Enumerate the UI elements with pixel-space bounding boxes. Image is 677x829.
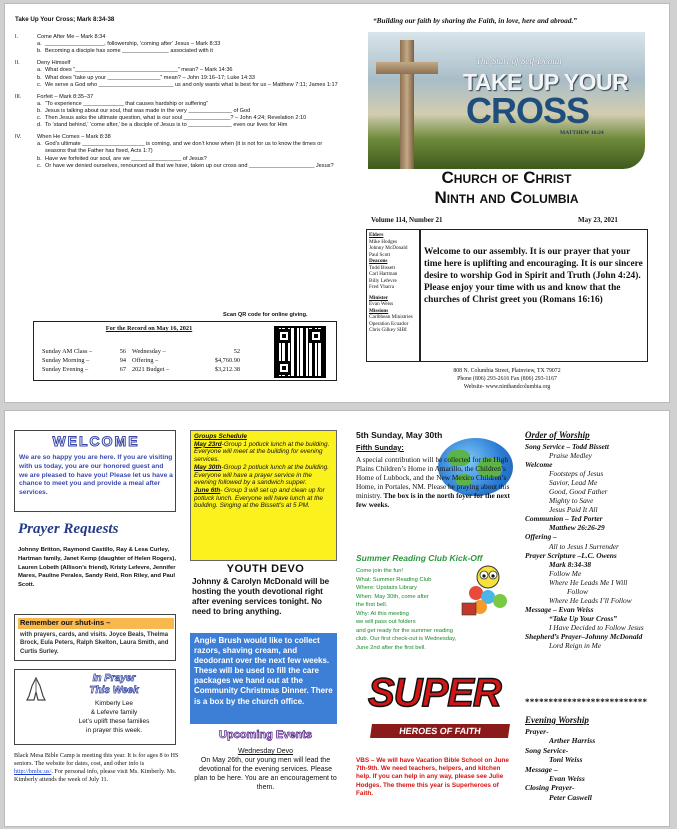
outline-item-letter: a. bbox=[37, 141, 42, 148]
church-motto: “Building our faith by sharing the Faith, in love, here and abroad.” bbox=[373, 16, 577, 25]
outline-item bbox=[15, 41, 340, 48]
summer-reading-line: What: Summer Reading Club bbox=[356, 576, 432, 583]
record-cell: Sunday AM Class – bbox=[42, 348, 93, 355]
bible-camp-text1: Black Mesa Bible Camp is meeting this year. It is for ages 8 to HS seniors. The website for dates, cost, and other info is bbox=[14, 752, 179, 767]
outline-section-number: II. bbox=[15, 60, 20, 67]
address-line: 808 N. Columbia Street, Plainview, TX 79072 bbox=[453, 368, 561, 374]
group2-entry bbox=[194, 464, 333, 487]
outline-section bbox=[15, 94, 340, 101]
church-name-line2: Ninth and Columbia bbox=[434, 188, 579, 207]
vbs-image-title: SUPER bbox=[368, 671, 501, 715]
worship-item: Welcome bbox=[525, 460, 553, 470]
upcoming-events-title: Upcoming Events bbox=[219, 729, 312, 741]
outline-section bbox=[15, 60, 340, 67]
elders-name: Paul Scott bbox=[369, 251, 391, 258]
summer-reading-line: club. Our first check-out is Wednesday, bbox=[356, 636, 457, 642]
in-prayer-line2: & Lefevre family bbox=[90, 709, 138, 716]
outline-item-letter: b. bbox=[37, 155, 42, 162]
deacons-name: Todd Bissett bbox=[369, 264, 396, 271]
outline-item bbox=[15, 108, 340, 115]
outline-item bbox=[15, 141, 340, 155]
record-cell: Wednesday – bbox=[132, 348, 166, 355]
worship-item: Evan Weiss bbox=[549, 774, 585, 784]
elders-heading: Elders bbox=[369, 232, 384, 238]
welcome-message: Welcome to our assembly. It is our prayer that your time here is uplifting and encouraging. It is our sincere desire to worship God in Spirit and Truth (John 4:24). Please enjoy your time with us and know that the churches of Christ greet you (Romans 16:16) bbox=[420, 229, 648, 362]
outline-item-letter: c. bbox=[37, 81, 42, 88]
worship-item: Savior, Lead Me bbox=[549, 478, 598, 488]
wednesday-devo-title: Wednesday Devo bbox=[237, 748, 294, 755]
welcome-title: WELCOME bbox=[52, 433, 140, 449]
outline-item-text: Have we forfeited our soul, are we ________________ of Jesus? bbox=[45, 155, 207, 162]
staff-list bbox=[366, 229, 420, 362]
group3-entry bbox=[194, 487, 333, 510]
volume-number: Volume 114, Number 21 bbox=[371, 216, 443, 224]
worship-item: Prayer- bbox=[525, 727, 549, 736]
banner-line1: TAKE UP YOUR bbox=[463, 69, 629, 95]
worship-item: Mark 8:34-38 bbox=[549, 559, 592, 569]
evening-worship-list bbox=[525, 727, 670, 802]
outline-item-text: Becoming a disciple has some _______________ associated with it bbox=[45, 48, 213, 55]
fifth-sunday-body: A special contribution will be collected for the High Plains Children’s Home in Amarillo, the Children’s Home of Lubbock, and the New Mexico Children’s Home, in Portales, NM. Please be praying about this ministry. bbox=[356, 455, 510, 500]
group1-date: May 23rd bbox=[194, 440, 222, 448]
record-cell: Sunday Evening – bbox=[42, 366, 89, 373]
outline-item-text: Jesus is talking about our soul, that was made in the very ______________ of God bbox=[45, 107, 251, 114]
in-prayer-line1: Kimberly Lee bbox=[95, 700, 133, 707]
outline-item-text: We serve a God who ________________________ us and only wants what is best for us – Matthew 7:11; James 1:17 bbox=[45, 81, 338, 88]
outline-section-number: IV. bbox=[15, 134, 22, 141]
groups-schedule-box bbox=[190, 430, 337, 561]
worship-item: Matthew 26:26-29 bbox=[549, 523, 605, 533]
shut-ins-box bbox=[14, 614, 176, 661]
bulletin-date: May 23, 2021 bbox=[578, 216, 618, 224]
prayer-requests-text: Johnny Britton, Raymond Castillo, Ray & Lesa Curley, Hartman family, Janet Kemp (daughter of Helen Rogers), Lauren Lobeth (Allison’s friend), Kristy Lefevre, Jennifer Mares, Pauline Perales, Sandy Reid, Ron Riley, and Paul Scott. bbox=[18, 547, 176, 589]
youth-devo-text: Johnny & Carolyn McDonald will be hosting the youth devotional right after evening services tonight. No need to bring anything. bbox=[192, 577, 330, 616]
outline-item-text: Then Jesus asks the ultimate question, what is our soul _______________? – John 4:24; Revelation 2:10 bbox=[45, 115, 307, 122]
care-package-notice: Angie Brush would like to collect razors, shaving cream, and deodorant over the next few weeks. These will be used to fill the care packages we hand out at the Community Christmas Dinner. There is a box by the church office. bbox=[190, 633, 337, 724]
outline-item-letter: a. bbox=[37, 41, 42, 48]
summer-reading-line: and get ready for the summer reading bbox=[356, 627, 453, 634]
worship-item: Prayer Scripture –L.C. Owens bbox=[525, 550, 617, 560]
website-line[interactable]: Website- www.ninthandcolumbia.org bbox=[463, 384, 551, 390]
outline-item-letter: a. bbox=[37, 100, 42, 107]
worship-item: Follow bbox=[567, 586, 588, 596]
wednesday-devo bbox=[192, 747, 339, 792]
worship-item: Lord Reign in Me bbox=[549, 641, 602, 651]
outline-item-text: Or have we denied ourselves, renounced all that we have, taken up our cross and _____________________ Jesus? bbox=[45, 162, 334, 169]
worship-item: Message – Evan Weiss bbox=[525, 604, 594, 614]
elders-list bbox=[369, 239, 417, 259]
missions-name: Caribbean Ministries bbox=[369, 314, 413, 320]
in-prayer-title-line2: This Week bbox=[89, 685, 139, 696]
worship-item: Song Service- bbox=[525, 745, 569, 755]
shut-ins-text: with prayers, cards, and visits. Joyce Beals, Thelma Brock, Eula Peters, Ralph Skelton, Laura Smith, and Curtis Surley. bbox=[20, 632, 169, 655]
bookworm-icon bbox=[458, 563, 512, 619]
worship-item: I Have Decided to Follow Jesus bbox=[549, 622, 644, 632]
summer-reading-line: When: May 30th, come after bbox=[356, 593, 429, 600]
prayer-requests-title: Prayer Requests bbox=[18, 521, 119, 537]
worship-item: Communion – Ted Porter bbox=[525, 514, 603, 524]
outline-item-letter: c. bbox=[37, 162, 42, 169]
group2-text: -Group 2 potluck lunch at the building. Everyone will have a prayer service in the evening followed by a sandwich supper. bbox=[194, 463, 330, 487]
summer-reading-line: Why: At this meeting bbox=[356, 610, 409, 617]
outline-section-number: III. bbox=[15, 93, 22, 100]
attendance-record-box bbox=[33, 321, 337, 381]
worship-item: Mighty to Save bbox=[549, 496, 594, 506]
elders-name: Johnny McDonald bbox=[369, 245, 408, 251]
worship-item: Good, Good Father bbox=[549, 487, 608, 497]
cross-crossbar bbox=[376, 62, 438, 74]
in-prayer-box bbox=[14, 669, 176, 745]
worship-item: Where He Leads I’ll Follow bbox=[549, 595, 632, 605]
record-cell: 56 bbox=[119, 348, 126, 355]
worship-item: All to Jesus I Surrender bbox=[549, 541, 619, 551]
outline-section-text: Come After Me – Mark 8:34 bbox=[37, 34, 106, 41]
outline-item-text: God’s ultimate ____________________ is coming, and we don’t know when (it is not for us to know the times or seasons that the Father has fixed, Acts 1:7) bbox=[45, 141, 323, 155]
outline-item-letter: a. bbox=[37, 67, 42, 74]
church-address bbox=[366, 367, 648, 391]
worship-item: Toni Weiss bbox=[549, 755, 583, 765]
stars-divider: ************************** bbox=[525, 697, 648, 707]
worship-item: Follow Me bbox=[549, 568, 582, 578]
sermon-outline-title: Take Up Your Cross; Mark 8:34-38 bbox=[15, 16, 115, 23]
order-of-worship-title: Order of Worship bbox=[525, 430, 590, 440]
worship-item: Song Service – Todd Bissett bbox=[525, 442, 609, 451]
record-row bbox=[42, 348, 262, 357]
outline-item bbox=[15, 82, 340, 89]
banner-subtitle: The Start of Self-Denial bbox=[476, 56, 562, 66]
outline-section bbox=[15, 134, 340, 141]
church-name bbox=[368, 168, 645, 208]
record-cell: Offering – bbox=[132, 357, 159, 364]
outline-item bbox=[15, 48, 340, 55]
order-of-worship-list bbox=[525, 442, 670, 650]
summer-reading-line: June 2nd after the first bell. bbox=[356, 644, 426, 651]
deacons-list bbox=[369, 265, 417, 291]
welcome-text: We are so happy you are here. If you are visiting with us today, you are our honored guest and we are pleased to have you! Please let us have a chance to meet you and provide a meal after services. bbox=[19, 454, 173, 497]
summer-reading-line: Come join the fun! bbox=[356, 568, 404, 574]
worship-item: Praise Medley bbox=[549, 451, 592, 461]
bible-camp-notice bbox=[14, 752, 180, 784]
record-cell: 2021 Budget – bbox=[132, 366, 170, 373]
fifth-sunday-subtitle: Fifth Sunday: bbox=[356, 443, 404, 452]
summer-reading-line: Where: Upstairs Library bbox=[356, 585, 417, 591]
outline-item bbox=[15, 122, 340, 129]
outline-section bbox=[15, 34, 340, 41]
vbs-image-subtitle: HEROES OF FAITH bbox=[370, 724, 510, 738]
deacons-name: Billy Lefevre bbox=[369, 277, 397, 284]
missions-list bbox=[369, 314, 417, 334]
record-cell: 52 bbox=[233, 348, 240, 355]
outline-item-letter: d. bbox=[37, 122, 42, 129]
outline-item bbox=[15, 163, 340, 170]
group3-date: June 6th bbox=[194, 486, 221, 494]
worship-item: Offering – bbox=[525, 532, 557, 542]
giving-qr-code-icon[interactable] bbox=[274, 326, 326, 378]
outline-item-text: What does “take up your _________________” mean? – John 19:16–17; Luke 14:33 bbox=[45, 74, 255, 81]
vbs-superheroes-image bbox=[356, 666, 513, 754]
elders-name: Mike Hodges bbox=[369, 238, 398, 245]
worship-item: Where He Leads Me I Will bbox=[549, 577, 628, 587]
outline-section-number: I. bbox=[15, 34, 19, 41]
outline-item-letter: b. bbox=[37, 107, 42, 114]
missions-name: Chris Gilkey SIBI bbox=[369, 327, 407, 333]
worship-item: “Take Up Your Cross” bbox=[549, 613, 617, 623]
record-row bbox=[42, 357, 262, 366]
cross-icon bbox=[400, 40, 414, 169]
deacons-heading: Deacons bbox=[369, 258, 388, 264]
bible-camp-link[interactable]: http://bmbc.us/ bbox=[14, 768, 52, 775]
praying-hands-icon bbox=[21, 676, 51, 700]
church-name-line1: Church of Christ bbox=[441, 168, 572, 187]
group1-entry bbox=[194, 441, 333, 464]
deacons-name: Carl Hartman bbox=[369, 271, 398, 277]
wednesday-devo-text: On May 26th, our young men will lead the devotional for the evening services. Please plan to be here. You are an encouragement to them. bbox=[194, 757, 337, 791]
in-prayer-text bbox=[55, 699, 173, 735]
summer-reading-title: Summer Reading Club Kick-Off bbox=[356, 553, 483, 563]
outline-item bbox=[15, 156, 340, 163]
take-up-your-cross-banner bbox=[368, 32, 645, 169]
minister-heading: Minister bbox=[369, 294, 389, 301]
shut-ins-title: Remember our shut-ins – bbox=[18, 618, 174, 629]
fifth-sunday-text bbox=[356, 455, 516, 509]
bulletin-front-page bbox=[4, 3, 670, 403]
group2-date: May 30th bbox=[194, 463, 222, 471]
outline-item-letter: b. bbox=[37, 74, 42, 81]
deacons-name: Fred Ybarra bbox=[369, 284, 395, 290]
outline-item bbox=[15, 67, 340, 74]
worship-item: Message – bbox=[525, 764, 558, 774]
in-prayer-line3: Let’s uplift these families bbox=[78, 718, 150, 725]
outline-item-text: What does “_________________________________” mean? – Mark 14:36 bbox=[45, 67, 233, 74]
group3-text: - Group 3 will set up and clean up for potluck lunch. Everyone will have lunch at the building. Singing at the Bissett’s at 5 PM. bbox=[194, 486, 325, 510]
phone-line: Phone (806) 293-2616 Fax (806) 293-1167 bbox=[457, 376, 557, 382]
missions-name: Operation Ecuador bbox=[369, 320, 409, 327]
outline-item-letter: c. bbox=[37, 115, 42, 122]
welcome-box bbox=[14, 430, 176, 512]
record-cell: Sunday Morning – bbox=[42, 357, 90, 364]
outline-item bbox=[15, 101, 340, 108]
worship-item: Footsteps of Jesus bbox=[549, 469, 604, 479]
group1-text: -Group 1 potluck lunch at the building. Everyone will meet at the building for evening services. bbox=[194, 440, 330, 464]
outline-section-text: When He Comes – Mark 8:38 bbox=[37, 134, 111, 141]
outline-section-text: Forfeit – Mark 8:35–37 bbox=[37, 93, 94, 100]
worship-item: Jesus Paid It All bbox=[549, 505, 598, 515]
qr-caption: Scan QR code for online giving. bbox=[223, 312, 308, 318]
worship-item: Arther Harriss bbox=[549, 736, 596, 746]
fifth-sunday-box-note: The box is in the north foyer for the next few weeks. bbox=[356, 491, 510, 509]
banner-reference: MATTHEW 16:24 bbox=[560, 130, 604, 136]
bible-camp-text2: . For personal info, please visit Ms. Kimberly. Ms. Kimberly attends the week of July 11. bbox=[14, 768, 177, 783]
record-title: For the Record on May 16, 2021 bbox=[105, 325, 193, 332]
outline-item-text: “To experience _____________ that causes hardship or suffering” bbox=[45, 100, 209, 107]
outline-section-text: Deny Himself bbox=[37, 60, 71, 67]
outline-item-text: ___________________, followership, ‘coming after’ Jesus – Mark 8:33 bbox=[45, 41, 221, 48]
outline-item-text: To ‘stand behind,’ ‘come after,’ be a disciple of Jesus is to ______________ even our lives for Him bbox=[45, 122, 288, 129]
missions-heading: Missions bbox=[369, 307, 389, 314]
outline-item bbox=[15, 115, 340, 122]
outline-item bbox=[15, 75, 340, 82]
summer-reading-line: we will pass out folders bbox=[356, 619, 416, 625]
worship-item: Shepherd’s Prayer–Johnny McDonald bbox=[525, 631, 643, 641]
record-cell: 94 bbox=[119, 357, 126, 364]
record-table bbox=[42, 348, 262, 375]
evening-worship-title: Evening Worship bbox=[525, 715, 589, 725]
groups-schedule-title: Groups Schedule bbox=[194, 433, 247, 440]
record-cell: $4,760.90 bbox=[214, 357, 240, 364]
record-cell: 67 bbox=[119, 366, 126, 373]
in-prayer-title bbox=[55, 673, 173, 697]
youth-devo-title: YOUTH DEVO bbox=[226, 563, 305, 575]
outline-item-letter: b. bbox=[37, 48, 42, 55]
banner-line2: CROSS bbox=[466, 90, 590, 131]
fifth-sunday-title: 5th Sunday, May 30th bbox=[356, 430, 443, 440]
worship-item: Peter Caswell bbox=[549, 792, 592, 802]
bulletin-inside-page bbox=[4, 410, 670, 827]
summer-reading-line: the first bell. bbox=[356, 602, 388, 608]
minister-name: Evan Weiss bbox=[369, 301, 394, 307]
record-cell: $3,212.38 bbox=[214, 366, 240, 373]
vbs-notice: VBS – We will have Vacation Bible School on June 7th-9th. We need teachers, helpers, and kitchen help. If you can help in any way, please see Julie Hodges. The theme this year is Superheroes of Faith. bbox=[356, 757, 509, 797]
record-row bbox=[42, 366, 262, 375]
worship-item: Closing Prayer- bbox=[525, 783, 575, 793]
sermon-outline bbox=[15, 16, 340, 174]
in-prayer-line4: in prayer this week. bbox=[86, 727, 142, 734]
in-prayer-title-line1: In Prayer bbox=[92, 673, 136, 684]
